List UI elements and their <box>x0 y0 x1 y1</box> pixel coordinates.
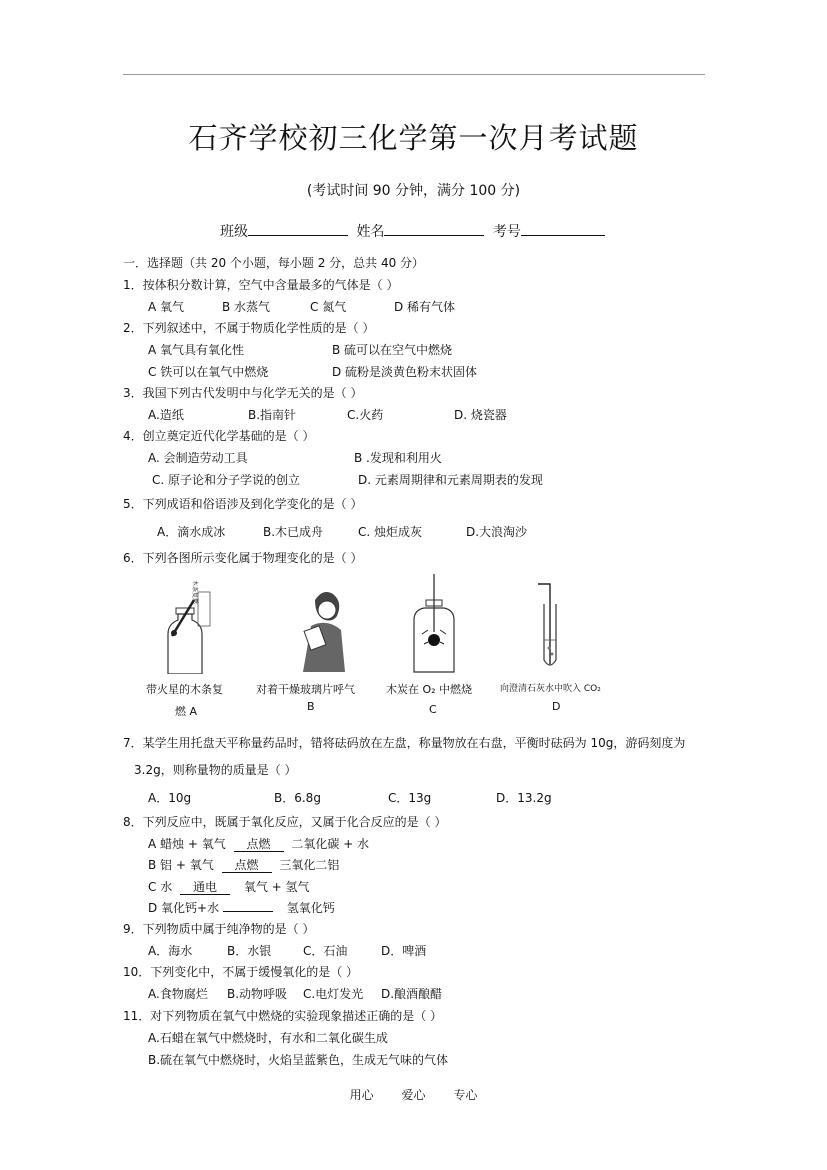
section-header: 一．选择题（共 20 个小题，每小题 2 分，总共 40 分） <box>123 256 425 270</box>
class-field[interactable] <box>248 221 348 236</box>
id-field[interactable] <box>521 221 605 236</box>
figure-c-jar <box>402 574 462 674</box>
q8-c-left: C 水 <box>148 880 173 894</box>
figure-c-caption: 木炭在 O₂ 中燃烧 <box>386 683 473 696</box>
q11-option-b: B.硫在氧气中燃烧时，火焰呈蓝紫色，生成无气味的气体 <box>148 1053 449 1067</box>
q3-option-b: B.指南针 <box>248 408 297 422</box>
q3-option-c: C.火药 <box>347 408 384 422</box>
q7-option-c: C．13g <box>388 791 432 805</box>
q8-option-d <box>148 901 335 915</box>
student-info-row <box>220 221 605 241</box>
q5-option-b: B.木已成舟 <box>263 525 324 539</box>
q8-d-left: D 氧化钙+水 <box>148 901 220 915</box>
q2-option-c: C 铁可以在氧气中燃烧 <box>148 365 269 379</box>
q1-option-b: B 水蒸气 <box>222 300 271 314</box>
footer-text-3: 专心 <box>453 1088 478 1102</box>
question-4: 4．创立奠定近代化学基础的是（ ） <box>123 429 315 443</box>
q9-option-b: B．水银 <box>227 944 272 958</box>
q3-option-d: D. 烧瓷器 <box>454 408 507 422</box>
q10-option-d: D.酿酒酿醋 <box>381 987 443 1001</box>
q8-c-cond: 通电 <box>180 880 230 895</box>
q8-b-right: 三氧化二铝 <box>279 858 340 872</box>
id-label: 考号 <box>492 224 521 240</box>
q7-option-d: D．13.2g <box>496 791 552 805</box>
q10-option-b: B.动物呼吸 <box>227 987 288 1001</box>
q4-option-c: C. 原子论和分子学说的创立 <box>152 473 301 487</box>
q10-option-c: C.电灯发光 <box>303 987 364 1001</box>
q8-a-right: 二氧化碳 + 水 <box>291 837 370 851</box>
question-7: 7．某学生用托盘天平称量药品时，错将砝码放在左盘，称量物放在右盘，平衡时砝码为 10g，游码刻度为 <box>123 736 686 750</box>
q5-option-a: A．滴水成冰 <box>157 525 226 539</box>
q10-option-a: A.食物腐烂 <box>148 987 208 1001</box>
q8-a-cond: 点燃 <box>234 837 284 852</box>
q8-a-left: A 蜡烛 + 氧气 <box>148 837 226 851</box>
question-10: 10．下列变化中，不属于缓慢氧化的是（ ） <box>123 965 359 979</box>
q8-option-a <box>148 837 369 852</box>
q2-option-b: B 硫可以在空气中燃烧 <box>332 343 453 357</box>
q8-c-right: 氧气 + 氢气 <box>243 880 310 894</box>
q9-option-a: A．海水 <box>148 944 193 958</box>
q4-option-a: A. 会制造劳动工具 <box>148 451 248 465</box>
name-field[interactable] <box>384 221 484 236</box>
name-label: 姓名 <box>356 224 385 240</box>
q4-option-b: B .发现和利用火 <box>354 451 442 465</box>
q1-option-d: D 稀有气体 <box>394 300 456 314</box>
figure-a-caption: 带火星的木条复 <box>146 683 223 696</box>
question-2: 2．下列叙述中，不属于物质化学性质的是（ ） <box>123 321 375 335</box>
exam-subtitle: (考试时间 90 分钟，满分 100 分) <box>306 183 521 199</box>
figure-b-person <box>293 586 353 672</box>
q8-d-cond <box>223 911 273 912</box>
q8-option-c <box>148 880 310 895</box>
header-rule <box>123 74 705 75</box>
page-footer <box>0 1086 827 1103</box>
q8-b-left: B 铝 + 氧气 <box>148 858 214 872</box>
q3-option-a: A.造纸 <box>148 408 184 422</box>
q5-option-d: D.大浪淘沙 <box>466 525 528 539</box>
q7-option-b: B．6.8g <box>274 791 321 805</box>
question-1: 1．按体积分数计算，空气中含量最多的气体是（ ） <box>123 278 399 292</box>
footer-text-2: 爱心 <box>401 1088 426 1102</box>
q2-option-a: A 氧气具有氧化性 <box>148 343 245 357</box>
q1-option-c: C 氮气 <box>310 300 347 314</box>
footer-text-1: 用心 <box>349 1088 374 1102</box>
figure-d-caption: 向澄清石灰水中吹入 CO₂ <box>500 684 601 694</box>
q8-b-cond: 点燃 <box>222 858 272 873</box>
figure-a-letter: 燃 A <box>175 705 198 718</box>
figure-b-letter: B <box>307 700 315 713</box>
figure-d-test-tube <box>530 580 580 670</box>
question-9: 9．下列物质中属于纯净物的是（ ） <box>123 922 315 936</box>
q1-option-a: A 氧气 <box>148 300 185 314</box>
q5-option-c: C. 烛炬成灰 <box>358 525 423 539</box>
question-3: 3．我国下列古代发明中与化学无关的是（ ） <box>123 386 363 400</box>
page-title: 石齐学校初三化学第一次月考试题 <box>188 121 639 155</box>
question-7-cont: 3.2g，则称量物的质量是（ ） <box>134 763 297 777</box>
figure-b-caption: 对着干燥玻璃片呼气 <box>256 683 355 696</box>
question-8: 8．下列反应中，既属于氧化反应，又属于化合反应的是（ ） <box>123 815 447 829</box>
q9-option-c: C．石油 <box>303 944 348 958</box>
q8-option-b <box>148 858 339 873</box>
question-6: 6．下列各图所示变化属于物理变化的是（ ） <box>123 551 363 565</box>
q9-option-d: D．啤酒 <box>381 944 427 958</box>
q2-option-d: D 硫粉是淡黄色粉末状固体 <box>332 365 478 379</box>
question-5: 5．下列成语和俗语涉及到化学变化的是（ ） <box>123 497 363 511</box>
figure-d-letter: D <box>552 700 561 713</box>
q8-d-right: 氢氧化钙 <box>286 901 335 915</box>
class-label: 班级 <box>220 224 248 240</box>
question-11: 11．对下列物质在氧气中燃烧的实验现象描述正确的是（ ） <box>123 1009 443 1023</box>
figure-a-bottle <box>150 588 220 674</box>
q7-option-a: A．10g <box>148 791 192 805</box>
figure-a-label: 木条复燃 <box>191 580 198 605</box>
q11-option-a: A.石蜡在氧气中燃烧时，有水和二氧化碳生成 <box>148 1031 388 1045</box>
q4-option-d: D. 元素周期律和元素周期表的发现 <box>358 473 543 487</box>
figure-c-letter: C <box>429 703 437 716</box>
